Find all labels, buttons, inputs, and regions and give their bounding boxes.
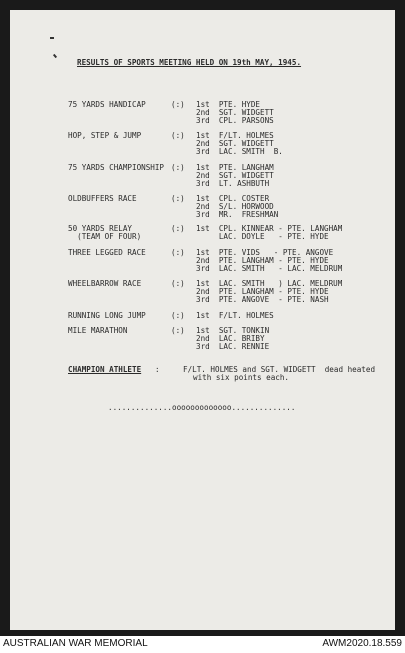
- document-title: RESULTS OF SPORTS MEETING HELD ON 19th MAY, 1945.: [77, 58, 302, 67]
- champion-text-line1: F/LT. HOLMES and SGT. WIDGETT dead heated: [183, 365, 376, 374]
- event-colon: (:): [171, 194, 185, 203]
- result-line: 1st CPL. COSTER: [196, 194, 270, 203]
- result-line: 3rd LAC. SMITH - LAC. MELDRUM: [196, 264, 343, 273]
- event-name: THREE LEGGED RACE: [68, 248, 146, 257]
- result-line: LAC. DOYLE - PTE. HYDE: [196, 232, 329, 241]
- result-line: 3rd PTE. ANGOVE - PTE. NASH: [196, 295, 329, 304]
- champion-colon: :: [155, 365, 160, 374]
- event-colon: (:): [171, 248, 185, 257]
- result-line: 3rd LAC. SMITH B.: [196, 147, 283, 156]
- result-line: 1st F/LT. HOLMES: [196, 311, 274, 320]
- result-line: 1st CPL. KINNEAR - PTE. LANGHAM: [196, 224, 343, 233]
- result-line: 3rd LT. ASHBUTH: [196, 179, 270, 188]
- result-line: 1st SGT. TONKIN: [196, 326, 270, 335]
- result-line: 3rd CPL. PARSONS: [196, 116, 274, 125]
- result-line: 2nd SGT. WIDGETT: [196, 139, 274, 148]
- champion-text-line2: with six points each.: [193, 373, 290, 382]
- event-name: MILE MARATHON: [68, 326, 128, 335]
- ink-mark: [53, 54, 57, 58]
- result-line: 2nd S/L. HORWOOD: [196, 202, 274, 211]
- divider-line: ..............ooooooooooooo..............: [108, 403, 296, 412]
- footer-bar: [0, 636, 405, 653]
- result-line: 1st PTE. VIDS - PTE. ANGOVE: [196, 248, 334, 257]
- result-line: 2nd SGT. WIDGETT: [196, 108, 274, 117]
- result-line: 1st PTE. LANGHAM: [196, 163, 274, 172]
- result-line: 2nd SGT. WIDGETT: [196, 171, 274, 180]
- event-colon: (:): [171, 100, 185, 109]
- result-line: 1st LAC. SMITH ) LAC. MELDRUM: [196, 279, 343, 288]
- result-line: 2nd PTE. LANGHAM - PTE. HYDE: [196, 256, 329, 265]
- event-name: WHEELBARROW RACE: [68, 279, 142, 288]
- ink-mark: [50, 37, 54, 39]
- footer-right-text: AWM2020.18.559: [322, 638, 402, 649]
- result-line: 1st F/LT. HOLMES: [196, 131, 274, 140]
- event-colon: (:): [171, 131, 185, 140]
- result-line: 3rd MR. FRESHMAN: [196, 210, 279, 219]
- event-colon: (:): [171, 224, 185, 233]
- event-name: RUNNING LONG JUMP: [68, 311, 146, 320]
- event-name: HOP, STEP & JUMP: [68, 131, 142, 140]
- event-colon: (:): [171, 279, 185, 288]
- event-colon: (:): [171, 163, 185, 172]
- event-name: 50 YARDS RELAY: [68, 224, 133, 233]
- event-colon: (:): [171, 311, 185, 320]
- event-name: OLDBUFFERS RACE: [68, 194, 137, 203]
- event-name: 75 YARDS HANDICAP: [68, 100, 146, 109]
- event-colon: (:): [171, 326, 185, 335]
- event-name: 75 YARDS CHAMPIONSHIP: [68, 163, 165, 172]
- result-line: 3rd LAC. RENNIE: [196, 342, 270, 351]
- result-line: 2nd LAC. BRIBY: [196, 334, 265, 343]
- result-line: 1st PTE. HYDE: [196, 100, 261, 109]
- champion-label: CHAMPION ATHLETE: [68, 365, 142, 374]
- footer-left-text: AUSTRALIAN WAR MEMORIAL: [3, 638, 148, 649]
- result-line: 2nd PTE. LANGHAM - PTE. HYDE: [196, 287, 329, 296]
- event-name: (TEAM OF FOUR): [68, 232, 142, 241]
